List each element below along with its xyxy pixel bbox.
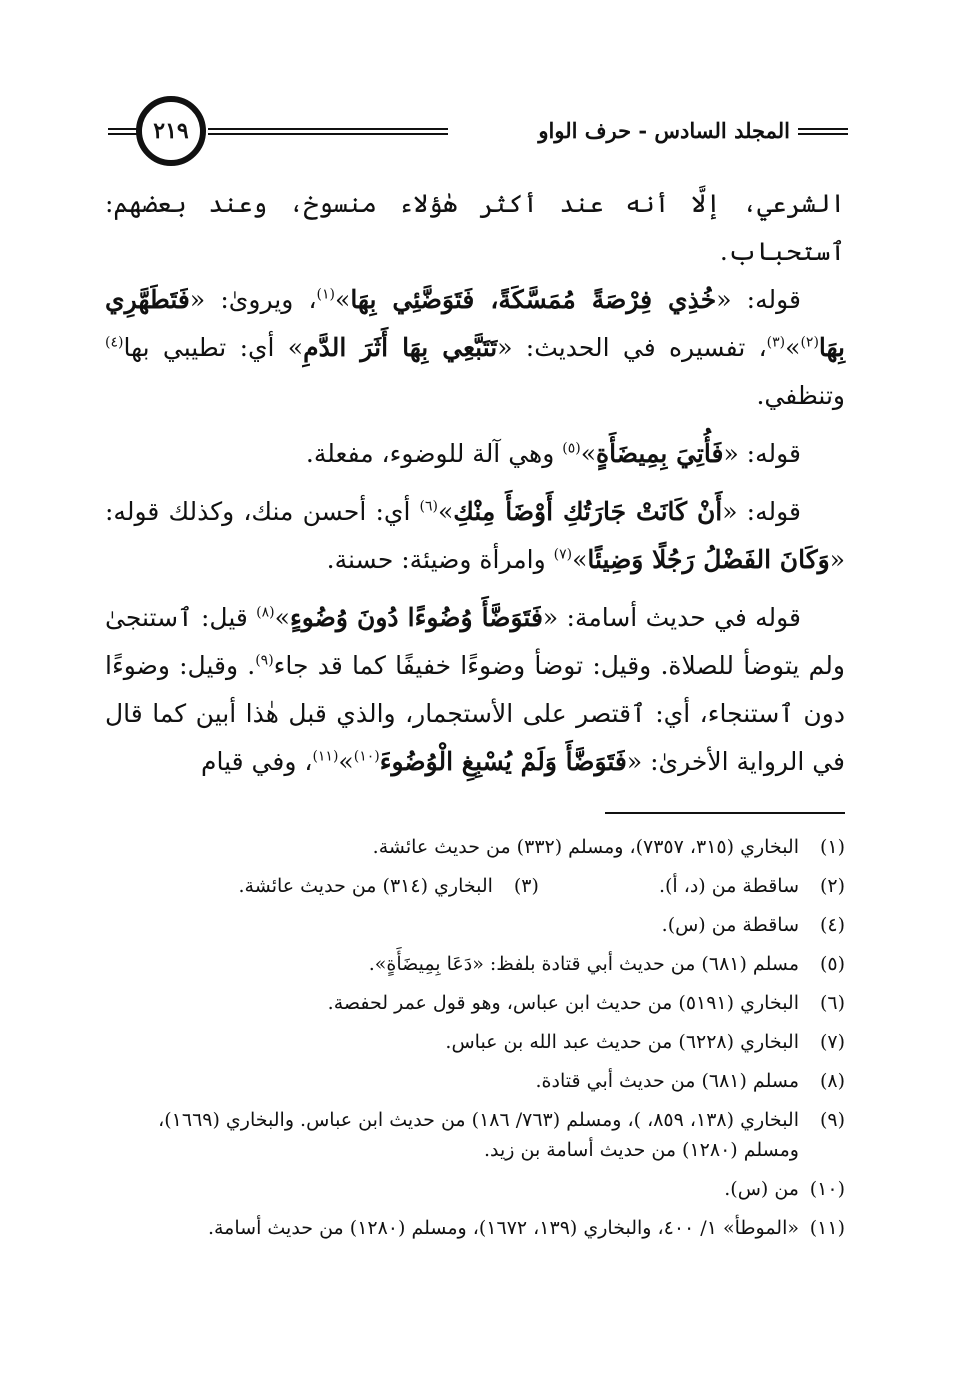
footnote-text: ساقطة من (د، أ). — [658, 875, 799, 897]
paragraph-3: قوله: «فَأُتِيَ بِمِيضَأَةٍ»$^{(٥)}$ وهي آلة للوضوء، مفعلة. — [305, 439, 801, 468]
footnote-text: «الموطأ» ١/ ٤٠٠، والبخاري (١٣٩، ١٦٧٢)، ومسلم (١٢٨٠) من حديث أسامة. — [207, 1217, 799, 1239]
running-header — [108, 88, 848, 188]
footnote-ref: (١١) — [312, 748, 339, 765]
hadith-quote: وَكَانَ الفَضْلُ رَجُلًا وَضِيئًا — [587, 545, 830, 574]
paragraph-2: قوله: «خُذِي فِرْصَةً مُمَسَّكَةً، فَتَوَضَّئِي بِهَا»$^{(١)}$، ويرویٰ: «فَتَطَهَّرِي بِهَا$^{(٢)}$»$^{(٣)}$، تفسيره في الحديث: «تَتَبَّعِي بِهَا أَثَرَ الدَّمِ» أي: تطيبي بها$^{(٤)}$ وتنظفي. — [105, 285, 846, 410]
hadith-quote: فَأُتِيَ بِمِيضَأَةٍ — [596, 439, 724, 468]
footnote-item — [105, 910, 845, 940]
footnote-ref: (١) — [316, 286, 336, 303]
hadith-quote: فَتَوَضَّأَ وُضُوءًا دُونَ وُضُوءٍ — [289, 603, 543, 632]
footnote-number: (٨) — [819, 1070, 845, 1092]
footnote-number: (٤) — [819, 914, 845, 936]
footnote-ref: (٤) — [105, 334, 124, 351]
footnote-item — [105, 1174, 845, 1204]
footnote-number: (١١) — [809, 1217, 845, 1239]
footnote-ref: (٧) — [553, 546, 573, 563]
hadith-quote: تَتَبَّعِي بِهَا أَثَرَ الدَّمِ — [303, 333, 498, 362]
footnote-number: (٧) — [819, 1031, 845, 1053]
footnote-item — [105, 988, 845, 1018]
page-number: ٢١٩ — [136, 96, 206, 166]
footnote-text: ساقطة من (س). — [661, 914, 799, 936]
footnote-item — [105, 1027, 845, 1057]
paragraph-5: قوله في حديث أسامة: «فَتَوَضَّأَ وُضُوءًا دُونَ وُضُوءٍ»$^{(٨)}$ قيل: ٱستنجیٰ ولم يتوضأ للصلاة. وقيل: توضأ وضوءًا خفيفًا كما قد جاء$^{(٩)}$. وقيل: وضوءًا دون ٱستنجاء، أي: ٱقتصر على الأستجمار، والذي قبل هٰذا أبين كما قال في الرواية الأخرىٰ: «فَتَوَضَّأَ وَلَمْ يُسْبِغِ الْوُضُوءَ$^{(١٠)}$»$^{(١١)}$، وفي قيام — [105, 603, 845, 776]
hadith-quote: فَتَطَهَّرِي بِهَا — [105, 285, 846, 362]
footnote-number: (٦) — [819, 992, 845, 1014]
footnote-item — [105, 1066, 845, 1096]
footnote-item — [105, 832, 845, 862]
footnote-ref: (٩) — [255, 652, 274, 669]
paragraph-1: الشرعي، إلَّا أنه عند أكثر هٰؤلاء منسوخ، وعند بعضهم: ٱستحباب. — [105, 189, 845, 266]
hadith-quote: فَتَوَضَّأَ وَلَمْ يُسْبِغِ الْوُضُوءَ — [379, 747, 627, 776]
footnote-number: (٣) — [513, 875, 539, 897]
footnote-text: البخاري (٥١٩١) من حديث ابن عباس، وهو قول عمر لحفصة. — [327, 992, 799, 1014]
footnote-number: (١٠) — [809, 1178, 845, 1200]
footnote-ref: (٦) — [419, 498, 438, 515]
footnote-ref: (٢) — [800, 334, 819, 351]
footnote-number: (١) — [819, 836, 845, 858]
footnote-ref: (٨) — [256, 604, 275, 621]
paragraph-4: قوله: «أَنْ كَانَتْ جَارَتُكِ أَوْضَأَ مِنْكِ»$^{(٦)}$ أي: أحسن منك، وكذلك قوله: «وَكَانَ الفَضْلُ رَجُلًا وَضِيئًا»$^{(٧)}$ وامرأة وضيئة: حسنة. — [105, 497, 845, 574]
footnote-number: (٥) — [819, 953, 845, 975]
footnote-text: البخاري (٣١٥، ٧٣٥٧)، ومسلم (٣٣٢) من حديث عائشة. — [372, 836, 799, 858]
footnote-ref: (١٠) — [353, 748, 380, 765]
header-title: المجلد السادس - حرف الواو — [538, 118, 790, 143]
header-rule-far-left — [108, 128, 138, 135]
footnote-pair — [105, 871, 845, 901]
header-rule-right — [798, 128, 848, 135]
footnote-separator — [605, 812, 845, 814]
footnote-number: (٢) — [819, 875, 845, 897]
header-rule-left — [208, 128, 448, 135]
footnote-text: مسلم (٦٨١) من حديث أبي قتادة. — [535, 1070, 799, 1092]
hadith-quote: أَنْ كَانَتْ جَارَتُكِ أَوْضَأَ مِنْكِ — [453, 497, 723, 526]
footnote-text: من (س). — [724, 1178, 799, 1200]
footnote-item — [239, 871, 539, 901]
footnote-text: البخاري (١٣٨، ٨٥٩، )، ومسلم (٧٦٣/ ١٨٦) من حديث ابن عباس. والبخاري (١٦٦٩)، ومسلم (١٢٨٠) من حديث أسامة بن زيد. — [158, 1109, 799, 1161]
footnote-ref: (٣) — [766, 334, 786, 351]
main-text — [105, 180, 845, 786]
footnote-item — [105, 1213, 845, 1243]
footnote-item — [659, 871, 845, 901]
hadith-quote: خُذِي فِرْصَةً مُمَسَّكَةً، فَتَوَضَّئِي بِهَا — [350, 285, 717, 314]
footnote-ref: (٥) — [562, 440, 581, 457]
footnotes — [105, 832, 845, 1252]
footnote-item — [105, 949, 845, 979]
footnote-text: مسلم (٦٨١) من حديث أبي قتادة بلفظ: «دَعَا بِمِيضَأَةٍ». — [368, 953, 799, 975]
footnote-text: البخاري (٣١٤) من حديث عائشة. — [238, 875, 493, 897]
footnote-number: (٩) — [819, 1109, 845, 1131]
footnote-item — [105, 1105, 845, 1165]
footnote-text: البخاري (٦٢٢٨) من حديث عبد الله بن عباس. — [445, 1031, 799, 1053]
